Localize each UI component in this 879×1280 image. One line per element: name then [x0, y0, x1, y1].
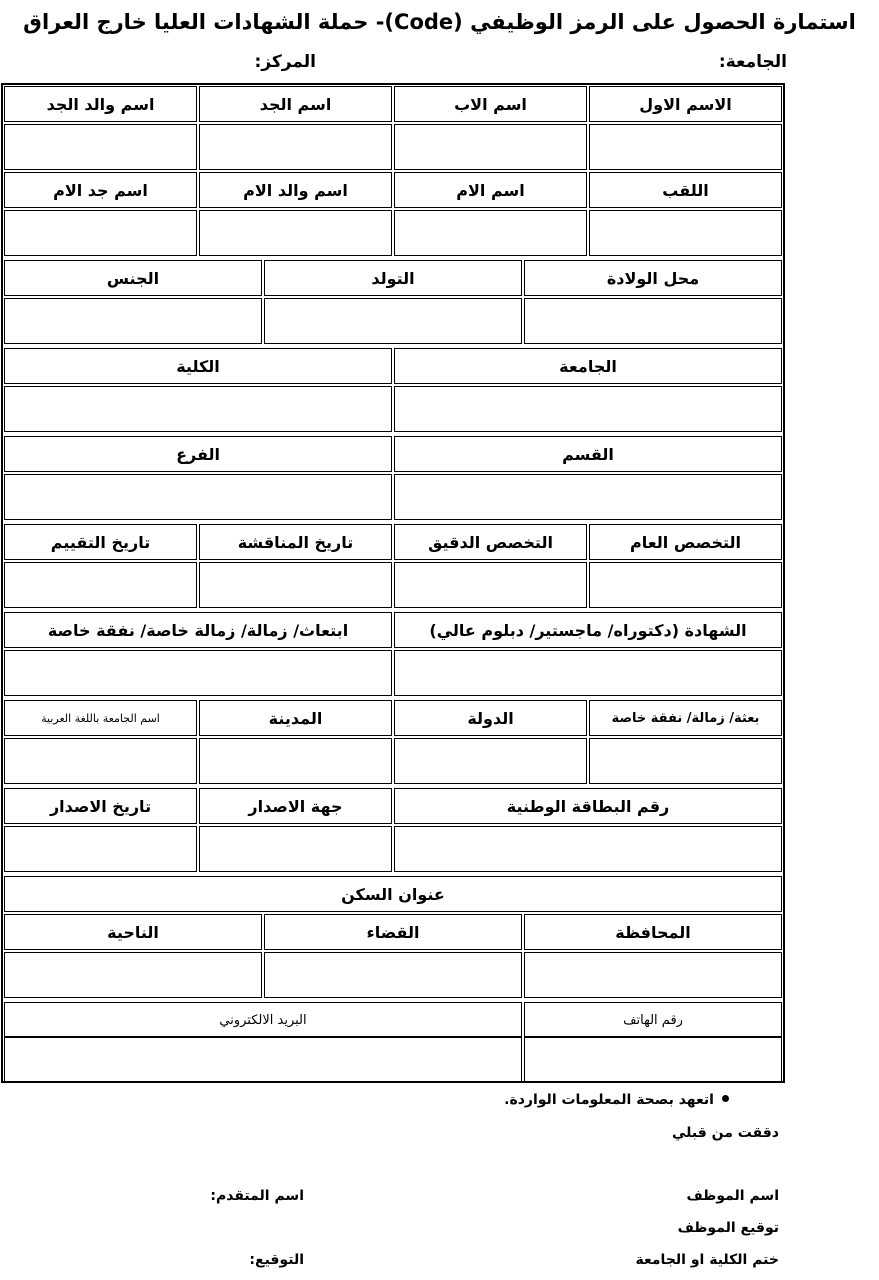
label-precise-specialization: التخصص الدقيق	[394, 524, 587, 560]
label-college: الكلية	[4, 348, 392, 384]
label-first-name: الاسم الاول	[589, 86, 782, 122]
gender-field[interactable]	[4, 298, 262, 344]
defense-date-field[interactable]	[199, 562, 392, 608]
birthplace-field[interactable]	[524, 298, 782, 344]
label-row-mother	[3, 171, 783, 209]
label-branch: الفرع	[4, 436, 392, 472]
label-mother-name: اسم الام	[394, 172, 587, 208]
first-name-field[interactable]	[589, 124, 782, 170]
label-birth-year: التولد	[264, 260, 522, 296]
label-city: المدينة	[199, 700, 392, 736]
label-row-abroad	[3, 699, 783, 737]
input-row-university	[3, 385, 783, 433]
label-row-address-title	[3, 875, 783, 913]
label-father-name: اسم الاب	[394, 86, 587, 122]
label-general-specialization: التخصص العام	[589, 524, 782, 560]
label-email: البريد الالكتروني	[4, 1002, 522, 1038]
label-row-address	[3, 913, 783, 951]
study-type-field[interactable]	[4, 650, 392, 696]
label-gender: الجنس	[4, 260, 262, 296]
label-great-grandfather-name: اسم والد الجد	[4, 86, 197, 122]
label-mother-father-name: اسم والد الام	[199, 172, 392, 208]
university-arabic-name-field[interactable]	[4, 738, 197, 784]
district-field[interactable]	[264, 952, 522, 998]
employee-name-label: اسم الموظف	[686, 1188, 779, 1204]
label-row-university	[3, 347, 783, 385]
label-surname: اللقب	[589, 172, 782, 208]
city-field[interactable]	[199, 738, 392, 784]
input-row-names	[3, 123, 783, 171]
label-issuing-authority: جهة الاصدار	[199, 788, 392, 824]
label-residence-address: عنوان السكن	[4, 876, 782, 912]
pledge-text: اتعهد بصحة المعلومات الواردة.	[504, 1092, 714, 1108]
label-university: الجامعة	[394, 348, 782, 384]
label-mother-grandfather-name: اسم جد الام	[4, 172, 197, 208]
branch-field[interactable]	[4, 474, 392, 520]
label-country: الدولة	[394, 700, 587, 736]
grandfather-name-field[interactable]	[199, 124, 392, 170]
label-row-names	[3, 85, 783, 123]
university-field[interactable]	[394, 386, 782, 432]
surname-field[interactable]	[589, 210, 782, 256]
input-row-abroad	[3, 737, 783, 785]
label-row-department	[3, 435, 783, 473]
father-name-field[interactable]	[394, 124, 587, 170]
input-row-specialization	[3, 561, 783, 609]
form-title: استمارة الحصول على الرمز الوظيفي (Code)- حملة الشهادات العليا خارج العراق	[23, 10, 856, 34]
label-study-type: ابتعاث/ زمالة/ زمالة خاصة/ نفقة خاصة	[4, 612, 392, 648]
label-degree: الشهادة (دكتوراه/ ماجستير/ دبلوم عالي)	[394, 612, 782, 648]
birth-year-field[interactable]	[264, 298, 522, 344]
mother-name-field[interactable]	[394, 210, 587, 256]
label-department: القسم	[394, 436, 782, 472]
label-grandfather-name: اسم الجد	[199, 86, 392, 122]
label-defense-date: تاريخ المناقشة	[199, 524, 392, 560]
label-row-birth	[3, 259, 783, 297]
mother-grandfather-name-field[interactable]	[4, 210, 197, 256]
label-evaluation-date: تاريخ التقييم	[4, 524, 197, 560]
country-field[interactable]	[394, 738, 587, 784]
label-scholarship-type: بعثة/ زمالة/ نفقة خاصة	[589, 700, 782, 736]
label-university-arabic-name: اسم الجامعة باللغة العربية	[4, 700, 197, 736]
label-row-contact	[3, 1001, 783, 1039]
stamp-label: ختم الكلية او الجامعة	[635, 1252, 779, 1268]
label-national-id: رقم البطاقة الوطنية	[394, 788, 782, 824]
precise-specialization-field[interactable]	[394, 562, 587, 608]
input-row-address	[3, 951, 783, 999]
employee-signature-label: توقيع الموظف	[677, 1220, 779, 1236]
email-field[interactable]	[4, 1036, 522, 1082]
degree-field[interactable]	[394, 650, 782, 696]
label-subdistrict: الناحية	[4, 914, 262, 950]
college-field[interactable]	[4, 386, 392, 432]
signature-label: التوقيع:	[249, 1252, 304, 1268]
applicant-name-label: اسم المتقدم:	[210, 1188, 304, 1204]
label-birthplace: محل الولادة	[524, 260, 782, 296]
input-row-id	[3, 825, 783, 873]
governorate-field[interactable]	[524, 952, 782, 998]
bullet-icon	[722, 1095, 729, 1102]
subdistrict-field[interactable]	[4, 952, 262, 998]
input-row-mother	[3, 209, 783, 257]
label-row-degree	[3, 611, 783, 649]
department-field[interactable]	[394, 474, 782, 520]
verified-text: دققت من قبلي	[671, 1125, 779, 1141]
scholarship-type-field[interactable]	[589, 738, 782, 784]
mother-father-name-field[interactable]	[199, 210, 392, 256]
university-label: الجامعة:	[718, 52, 787, 72]
label-issue-date: تاريخ الاصدار	[4, 788, 197, 824]
national-id-field[interactable]	[394, 826, 782, 872]
phone-field[interactable]	[524, 1036, 782, 1082]
issuing-authority-field[interactable]	[199, 826, 392, 872]
label-phone: رقم الهاتف	[524, 1002, 782, 1038]
input-row-contact	[3, 1035, 783, 1083]
evaluation-date-field[interactable]	[4, 562, 197, 608]
label-governorate: المحافظة	[524, 914, 782, 950]
center-label: المركز:	[254, 52, 316, 72]
input-row-birth	[3, 297, 783, 345]
input-row-degree	[3, 649, 783, 697]
great-grandfather-name-field[interactable]	[4, 124, 197, 170]
label-district: القضاء	[264, 914, 522, 950]
issue-date-field[interactable]	[4, 826, 197, 872]
input-row-department	[3, 473, 783, 521]
label-row-id	[3, 787, 783, 825]
form-grid	[1, 83, 785, 1083]
general-specialization-field[interactable]	[589, 562, 782, 608]
label-row-specialization	[3, 523, 783, 561]
